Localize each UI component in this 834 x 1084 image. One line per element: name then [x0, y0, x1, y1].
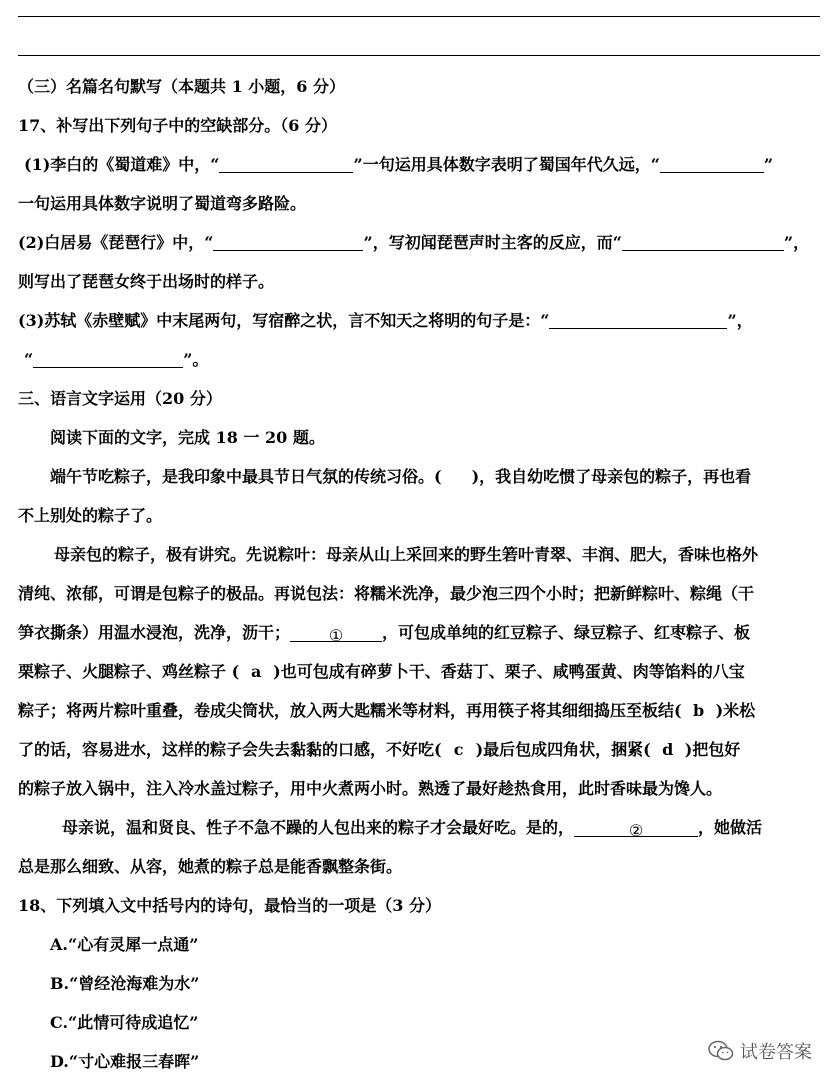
passage-para2-line1: 母亲包的粽子，极有讲究。先说粽叶：母亲从山上采回来的野生箬叶青翠、丰润、肥大，香味也格外	[54, 545, 759, 564]
part3-heading: 三、语言文字运用（20 分）	[18, 389, 222, 408]
q18-option-c[interactable]: C.“此情可待成追忆”	[50, 1013, 199, 1032]
blank-1-marker: ①	[328, 626, 344, 645]
fill-blank[interactable]	[549, 312, 727, 329]
passage-para2-line2: 清纯、浓郁，可谓是包粽子的极品。再说包法：将糯米洗净，最少泡三四个小时；把新鲜粽叶、粽绳（干	[18, 584, 755, 603]
blank-2[interactable]	[574, 820, 698, 840]
bracket-d: d	[662, 740, 674, 759]
wechat-icon	[708, 1040, 734, 1062]
answer-line-2	[18, 55, 820, 56]
passage-para3-line1: 母亲说，温和贤良、性子不急不躁的人包出来的粽子才会最好吃。是的， ② ，她做活	[62, 818, 763, 840]
passage-para3-line2: 总是那么细致、从容，她煮的粽子总是能香飘整条街。	[18, 857, 403, 876]
q18-title: 18、下列填入文中括号内的诗句，最恰当的一项是（3 分）	[18, 896, 441, 915]
passage-para1-line2: 不上别处的粽子了。	[18, 506, 163, 525]
q17-item1-line2: 一句运用具体数字说明了蜀道弯多路险。	[18, 194, 307, 213]
bracket-c: c	[453, 740, 464, 759]
answer-line-1	[18, 16, 820, 17]
passage-para2-line3: 笋衣撕条）用温水浸泡，洗净，沥干； ① ，可包成单纯的红豆粽子、绿豆粽子、红枣粽子、板	[18, 623, 751, 645]
blank-1[interactable]	[290, 625, 382, 645]
part3-intro: 阅读下面的文字，完成 18 一 20 题。	[50, 428, 325, 447]
passage-para2-line5: 粽子；将两片粽叶重叠，卷成尖筒状，放入两大匙糯米等材料，再用筷子将其细细捣压至板结( b )米松	[18, 701, 756, 720]
q17-item2-line2: 则写出了琵琶女终于出场时的样子。	[18, 272, 275, 291]
q18-option-b[interactable]: B.“曾经沧海难为水”	[50, 974, 200, 993]
bracket-b: b	[692, 701, 705, 720]
fill-blank[interactable]	[219, 156, 353, 173]
q18-option-d[interactable]: D.“寸心难报三春晖”	[50, 1052, 200, 1071]
bracket-a: a	[250, 662, 262, 681]
fill-blank[interactable]	[213, 234, 363, 251]
q18-option-a[interactable]: A.“心有灵犀一点通”	[50, 935, 199, 954]
blank-2-marker: ②	[628, 821, 644, 840]
passage-para1-line1: 端午节吃粽子，是我印象中最具节日气氛的传统习俗。( )，我自幼吃惯了母亲包的粽子，再也看	[50, 467, 752, 486]
q17-item3-line2: “ ”。	[24, 350, 209, 369]
section3-heading: （三）名篇名句默写（本题共 1 小题，6 分）	[18, 77, 345, 96]
watermark-text: 试卷答案	[740, 1042, 812, 1063]
fill-blank[interactable]	[660, 156, 764, 173]
passage-para2-line7: 的粽子放入锅中，注入冷水盖过粽子，用中火煮两小时。熟透了最好趁热食用，此时香味最为馋人。	[18, 779, 723, 798]
q17-item3-line1: (3)苏轼《赤壁赋》中末尾两句，写宿醉之状，言不知天之将明的句子是：“ ”，	[18, 311, 753, 330]
q17-item1-line1: (1)李白的《蜀道难》中，“ ”一句运用具体数字表明了蜀国年代久远，“ ”	[24, 155, 774, 174]
fill-blank[interactable]	[33, 351, 183, 368]
passage-para2-line4: 栗粽子、火腿粽子、鸡丝粽子 ( a )也可包成有碎萝卜干、香菇丁、栗子、咸鸭蛋黄、肉等馅料的八宝	[18, 662, 745, 681]
q17-item2-line1: (2)白居易《琵琶行》中，“ ”，写初闻琵琶声时主客的反应，而“ ”，	[18, 233, 810, 252]
fill-blank[interactable]	[622, 234, 784, 251]
watermark	[708, 1038, 812, 1064]
q17-title: 17、补写出下列句子中的空缺部分。（6 分）	[18, 116, 337, 135]
passage-para2-line6: 了的话，容易进水，这样的粽子会失去黏黏的口感，不好吃( c )最后包成四角状，捆紧( d )把包好	[18, 740, 741, 759]
